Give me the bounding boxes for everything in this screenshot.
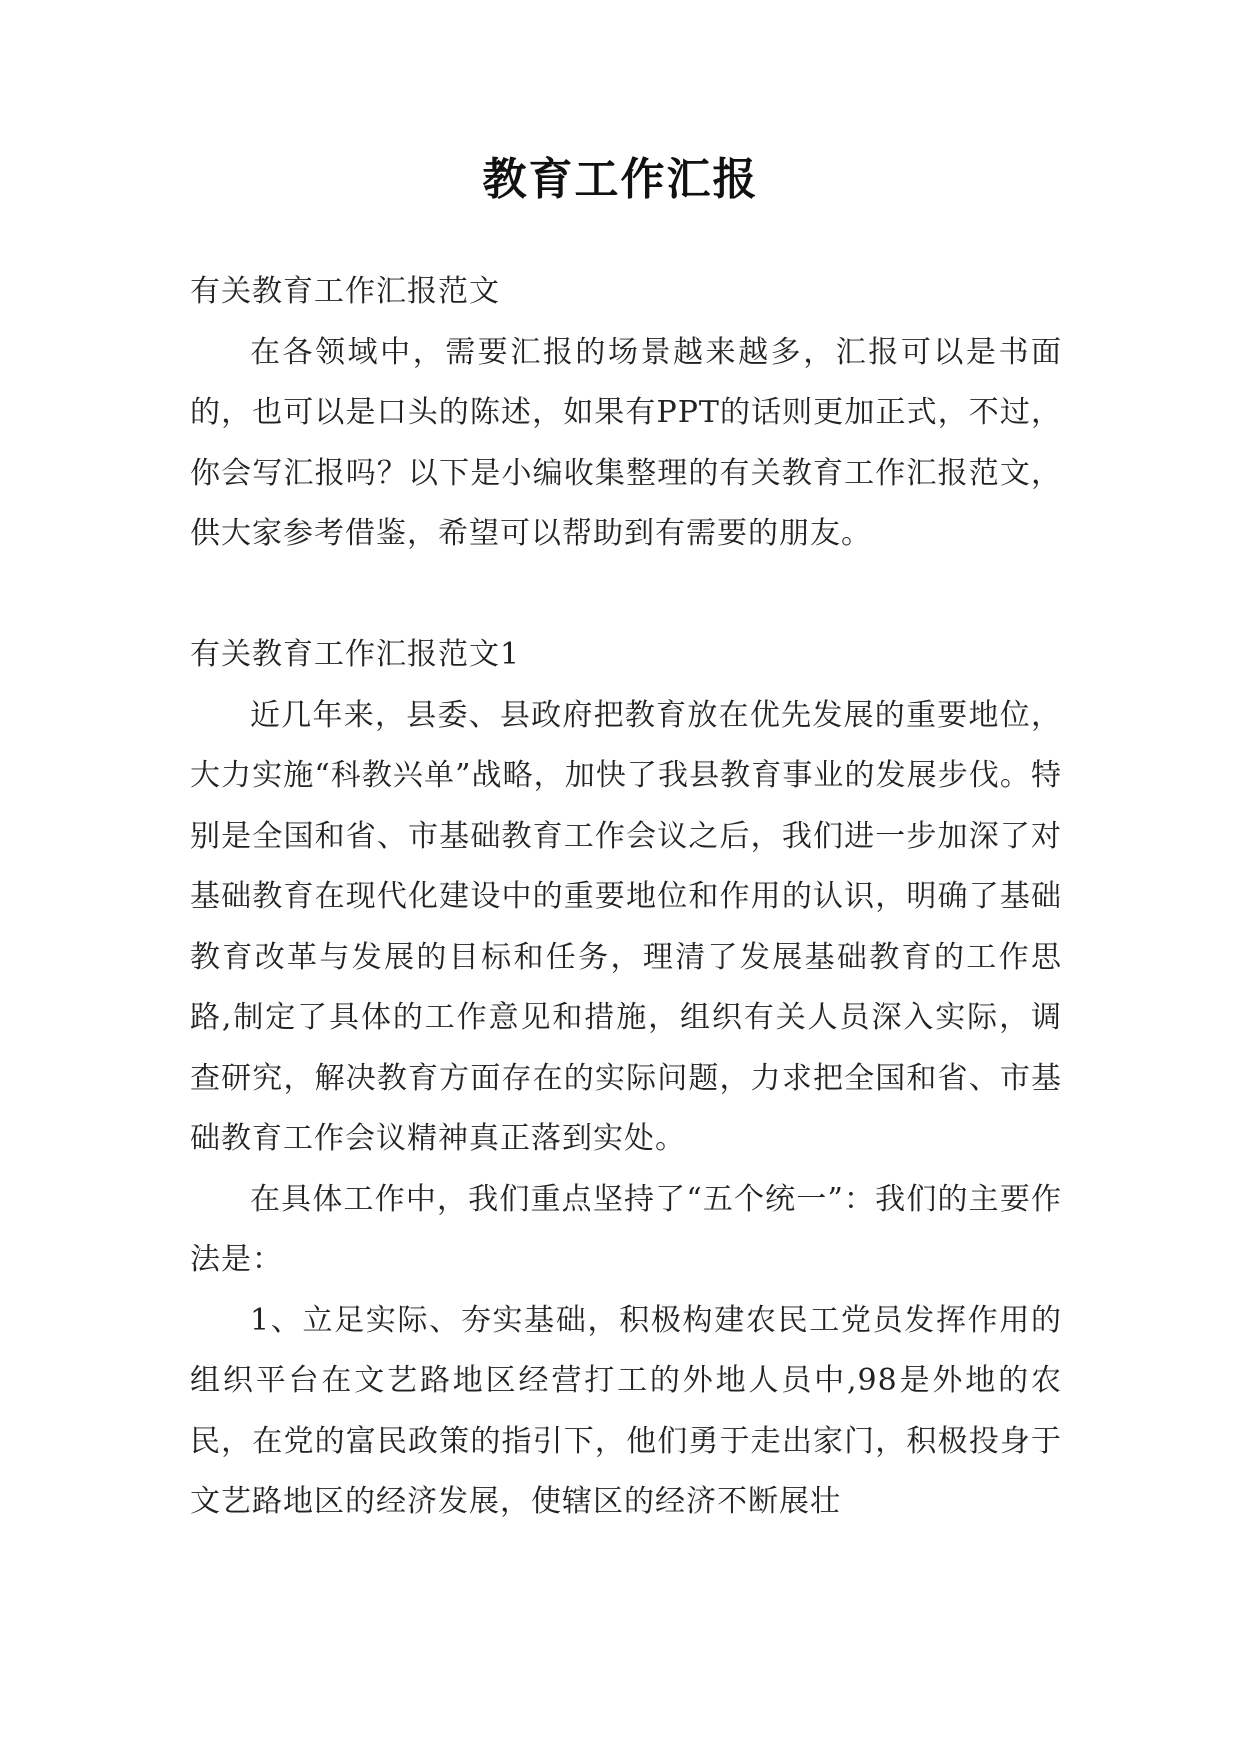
section-heading: 有关教育工作汇报范文1 <box>190 637 521 672</box>
document-title: 教育工作汇报 <box>482 154 759 205</box>
body-paragraph: 1、立足实际、夯实基础，积极构建农民工党员发挥作用的组织平台在文艺路地区经营打工的外地人员中,98是外地的农民，在党的富民政策的指引下，他们勇于走出家门，积极投身于文艺路地区的经济发展，使辖区的经济不断展壮 <box>190 1302 1062 1519</box>
intro-paragraph: 在各领域中，需要汇报的场景越来越多，汇报可以是书面的，也可以是口头的陈述，如果有PPT的话则更加正式，不过，你会写汇报吗？以下是小编收集整理的有关教育工作汇报范文，供大家参考借鉴，希望可以帮助到有需要的朋友。 <box>190 334 1062 551</box>
body-paragraph: 近几年来，县委、县政府把教育放在优先发展的重要地位，大力实施“科教兴单”战略，加快了我县教育事业的发展步伐。特别是全国和省、市基础教育工作会议之后，我们进一步加深了对基础教育在现代化建设中的重要地位和作用的认识，明确了基础教育改革与发展的目标和任务，理清了发展基础教育的工作思路,制定了具体的工作意见和措施，组织有关人员深入实际，调查研究，解决教育方面存在的实际问题，力求把全国和省、市基础教育工作会议精神真正落到实处。 <box>190 697 1062 1156</box>
intro-heading: 有关教育工作汇报范文 <box>190 274 500 309</box>
body-paragraph: 在具体工作中，我们重点坚持了“五个统一”：我们的主要作法是： <box>190 1181 1062 1277</box>
paragraph-gap <box>190 565 1062 626</box>
document-body <box>190 262 1062 1533</box>
